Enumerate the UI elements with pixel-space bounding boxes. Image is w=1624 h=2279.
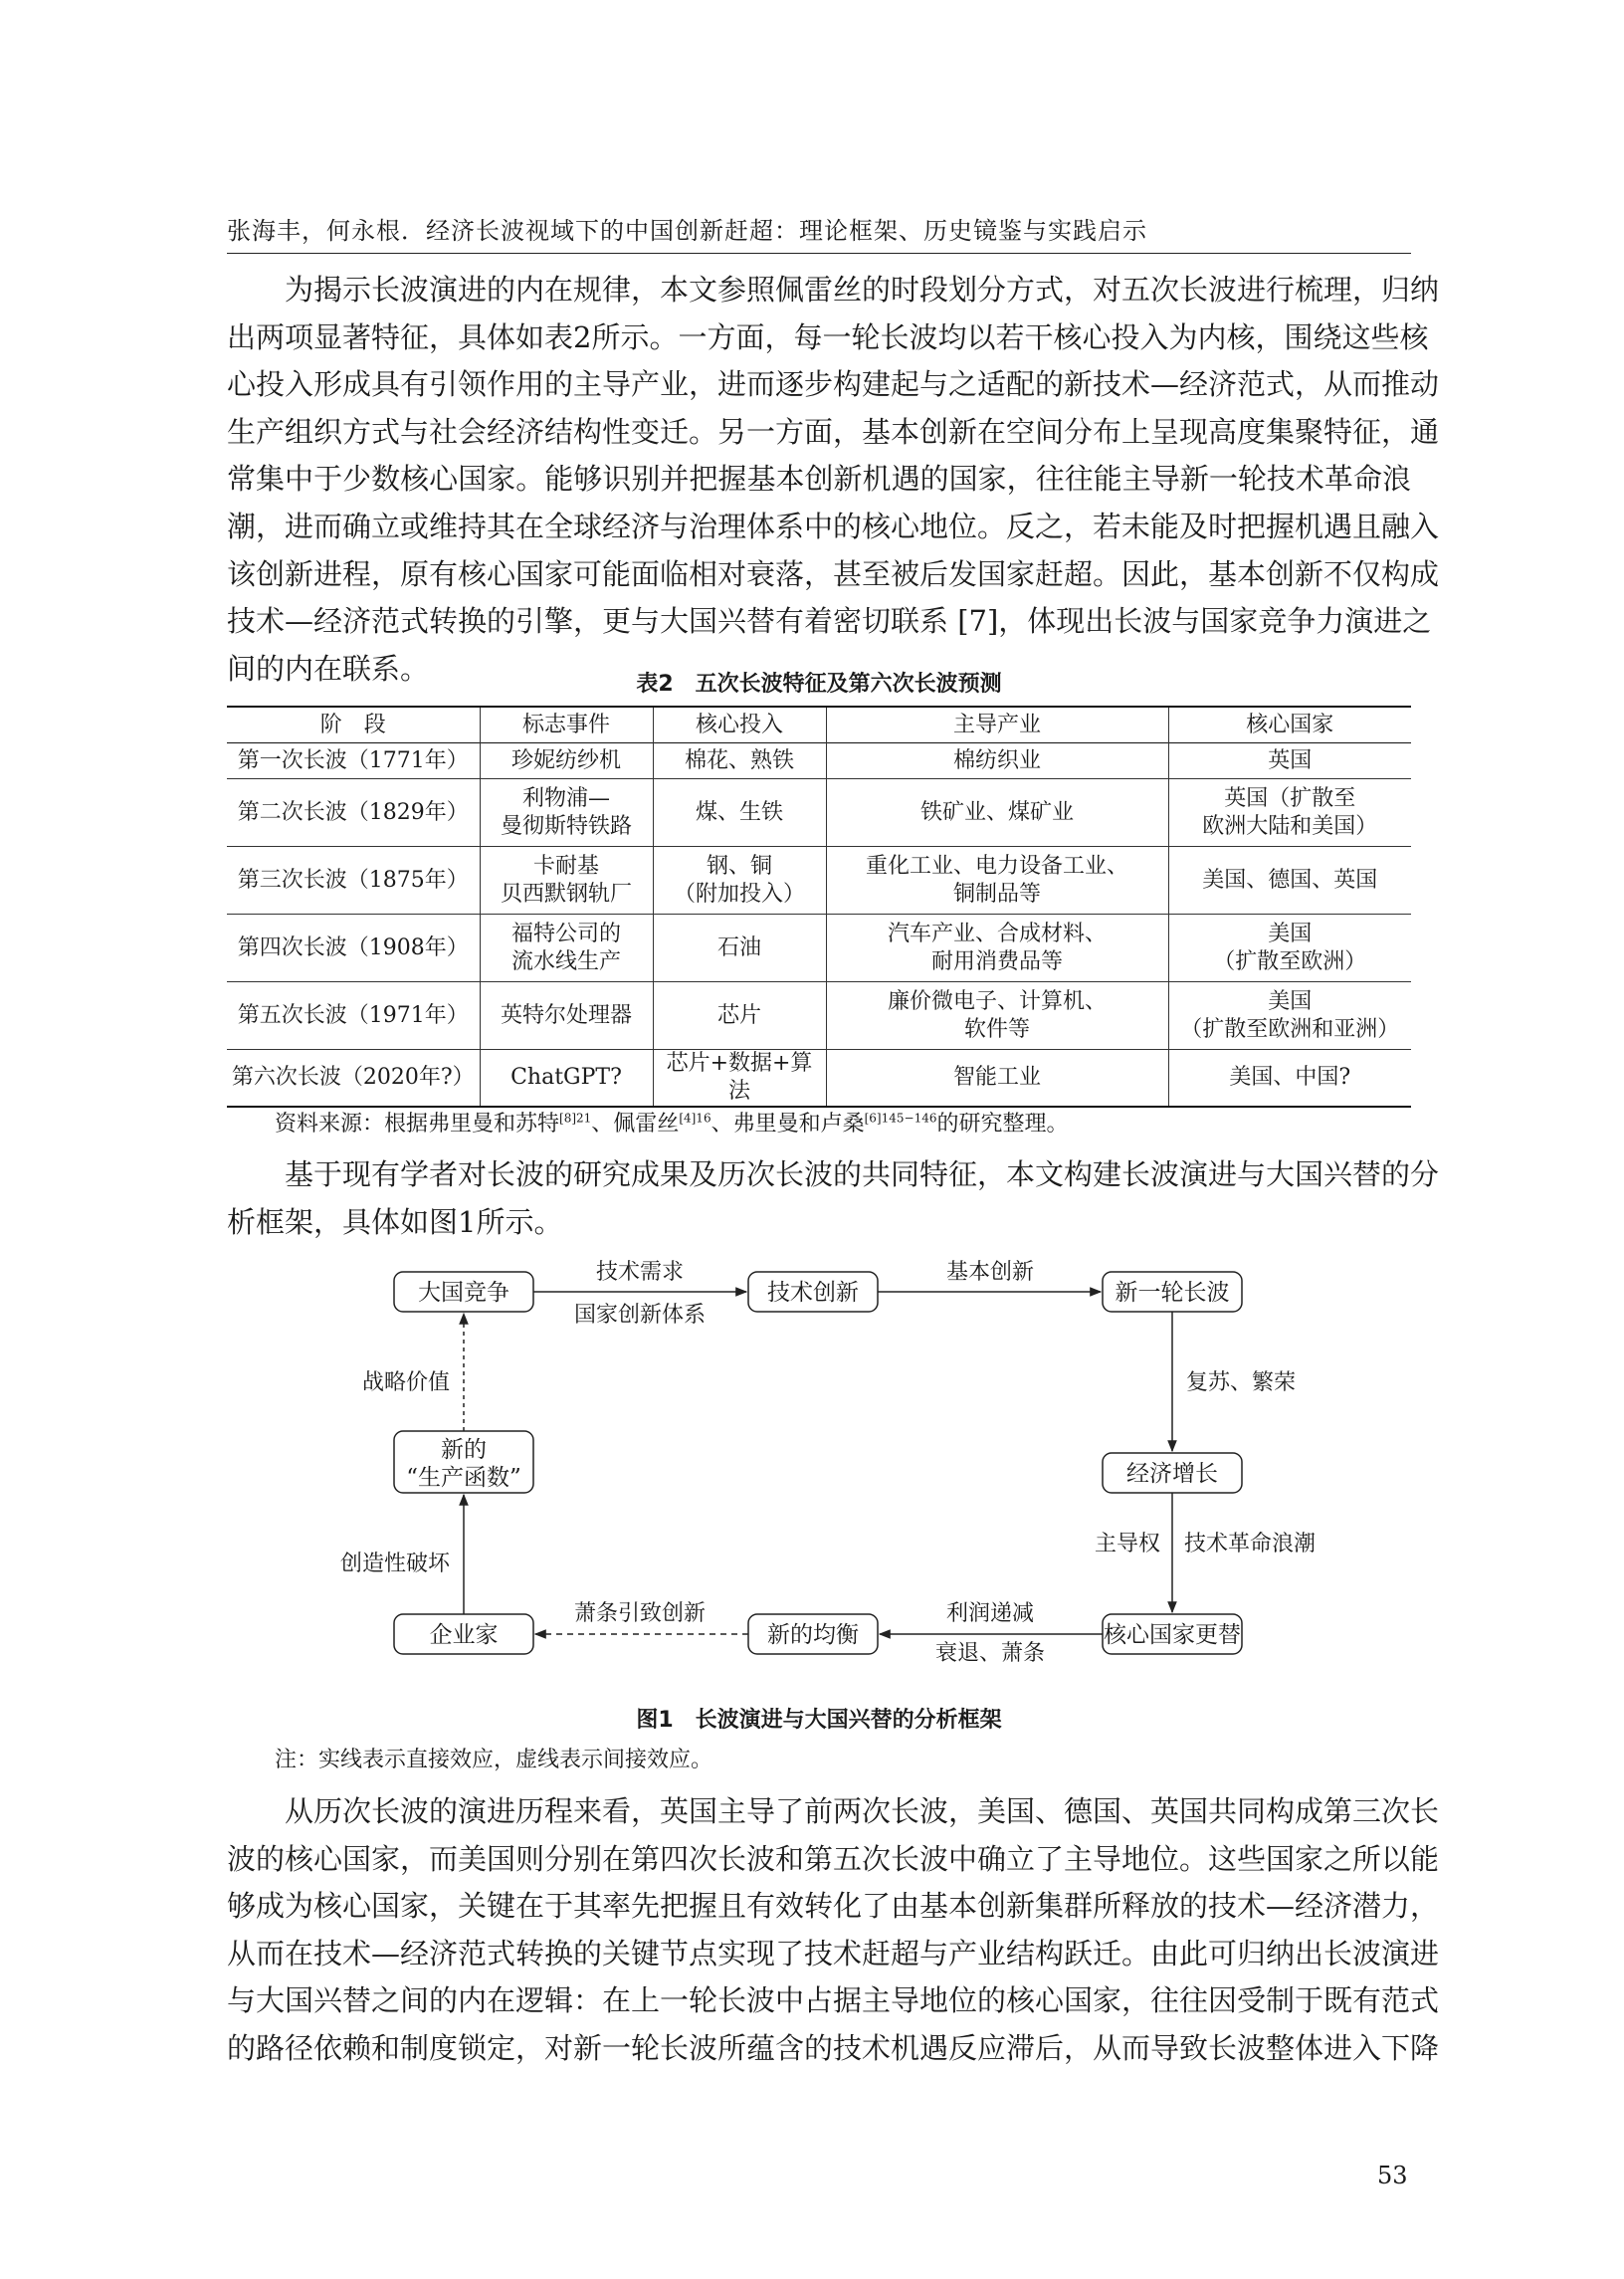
table-cell: 煤、生铁 xyxy=(653,779,826,847)
table-cell: 铁矿业、煤矿业 xyxy=(826,779,1168,847)
table-header-cell: 标志事件 xyxy=(480,707,653,743)
node-new-production-function: “生产函数” xyxy=(406,1465,521,1491)
paragraph-line: 从历次长波的演进历程来看，英国主导了前两次长波，美国、德国、英国共同构成第三次长 xyxy=(285,1794,1440,1828)
paragraph-line: 与大国兴替之间的内在逻辑：在上一轮长波中占据主导地位的核心国家，往往因受制于既有范式 xyxy=(227,1983,1440,2018)
edge-label: 主导权 xyxy=(1094,1532,1160,1556)
table-header-row xyxy=(227,707,1411,743)
table-cell: 利物浦— 曼彻斯特铁路 xyxy=(480,779,653,847)
table-cell: 福特公司的 流水线生产 xyxy=(480,915,653,982)
node-new-long-wave: 新一轮长波 xyxy=(1115,1280,1230,1306)
page-number: 53 xyxy=(1377,2162,1408,2189)
edge-label: 复苏、繁荣 xyxy=(1186,1370,1297,1395)
node-tech-innovation: 技术创新 xyxy=(767,1280,859,1306)
node-economic-growth: 经济增长 xyxy=(1126,1461,1218,1487)
table-cell: 芯片 xyxy=(653,982,826,1050)
table-cell: 汽车产业、合成材料、 耐用消费品等 xyxy=(826,915,1168,982)
table-cell: 第一次长波（1771年） xyxy=(237,747,469,773)
table-cell: 美国 （扩散至欧洲和亚洲） xyxy=(1168,982,1411,1050)
table-row xyxy=(227,982,1411,1050)
source-text: 、佩雷丝 xyxy=(591,1112,680,1137)
table-row xyxy=(227,915,1411,982)
source-ref: [8]21 xyxy=(559,1111,592,1126)
paragraph-line: 间的内在联系。 xyxy=(227,651,430,686)
paragraph-2 xyxy=(227,1151,1440,1246)
paragraph-line: 技术—经济范式转换的引擎，更与大国兴替有着密切联系 [7]，体现出长波与国家竞争力演进之 xyxy=(227,604,1432,639)
edge-label: 基本创新 xyxy=(945,1260,1035,1285)
figure-caption: 图1 长波演进与大国兴替的分析框架 xyxy=(636,1708,1002,1733)
header-rule xyxy=(227,253,1411,254)
long-wave-table xyxy=(227,706,1411,1108)
table-cell: 第六次长波（2020年?） xyxy=(231,1065,475,1090)
node-entrepreneur: 企业家 xyxy=(429,1622,499,1648)
figure-note: 注：实线表示直接效应，虚线表示间接效应。 xyxy=(275,1748,713,1772)
paragraph-line: 析框架，具体如图1所示。 xyxy=(227,1204,563,1239)
node-core-country-change: 核心国家更替 xyxy=(1104,1622,1241,1648)
paragraph-line: 为揭示长波演进的内在规律，本文参照佩雷丝的时段划分方式，对五次长波进行梳理，归纳 xyxy=(285,273,1440,307)
framework-figure xyxy=(328,1249,1317,1687)
table-cell: 美国、中国? xyxy=(1168,1050,1411,1108)
table-row xyxy=(227,847,1411,915)
edge-label: 国家创新体系 xyxy=(573,1303,707,1328)
table-header-cell: 主导产业 xyxy=(826,707,1168,743)
table-cell: 珍妮纺纱机 xyxy=(480,743,653,779)
source-ref: [6]145−146 xyxy=(864,1111,937,1126)
edge-label: 技术革命浪潮 xyxy=(1184,1532,1317,1556)
table-cell: 美国、德国、英国 xyxy=(1168,847,1411,915)
paragraph-line: 从而在技术—经济范式转换的关键节点实现了技术赶超与产业结构跃迁。由此可归纳出长波演进 xyxy=(227,1936,1440,1970)
edge-label: 技术需求 xyxy=(595,1260,685,1285)
table-row xyxy=(227,1050,1411,1108)
table-cell: 美国 （扩散至欧洲） xyxy=(1168,915,1411,982)
node-power-competition: 大国竞争 xyxy=(418,1280,509,1306)
node-new-equilibrium: 新的均衡 xyxy=(767,1622,859,1648)
edge-label: 创造性破坏 xyxy=(339,1552,450,1576)
paragraph-line: 出两项显著特征，具体如表2所示。一方面，每一轮长波均以若干核心投入为内核，围绕这些核 xyxy=(227,319,1429,354)
table-row xyxy=(227,779,1411,847)
table-cell: 卡耐基 贝西默钢轨厂 xyxy=(480,847,653,915)
paragraph-line: 生产组织方式与社会经济结构性变迁。另一方面，基本创新在空间分布上呈现高度集聚特征，通 xyxy=(227,414,1440,449)
table-caption: 表2 五次长波特征及第六次长波预测 xyxy=(636,672,1002,697)
table-cell: 第五次长波（1971年） xyxy=(237,1002,469,1028)
framework-diagram xyxy=(328,1249,1317,1687)
paragraph-line: 心投入形成具有引领作用的主导产业，进而逐步构建起与之适配的新技术—经济范式，从而推动 xyxy=(227,367,1440,402)
paragraph-line: 该创新进程，原有核心国家可能面临相对衰落，甚至被后发国家赶超。因此，基本创新不仅构成 xyxy=(227,556,1440,591)
table-cell: 芯片+数据+算法 xyxy=(653,1050,826,1108)
table-cell: 英特尔处理器 xyxy=(480,982,653,1050)
table-cell: 廉价微电子、计算机、 软件等 xyxy=(826,982,1168,1050)
source-ref: [4]16 xyxy=(679,1111,711,1126)
source-text: 、弗里曼和卢桑 xyxy=(710,1112,865,1137)
edge-label: 衰退、萧条 xyxy=(934,1641,1046,1666)
table-cell: 石油 xyxy=(653,915,826,982)
node-new-production-function: 新的 xyxy=(441,1437,487,1463)
table-cell: 第四次长波（1908年） xyxy=(237,934,469,960)
edge-label: 萧条引致创新 xyxy=(573,1601,707,1626)
edge-label: 利润递减 xyxy=(945,1601,1035,1626)
table-cell: 英国（扩散至 欧洲大陆和美国） xyxy=(1168,779,1411,847)
table-cell: 第三次长波（1875年） xyxy=(237,867,469,893)
source-prefix: 资料来源：根据弗里曼和苏特 xyxy=(275,1112,560,1137)
table-cell: 第二次长波（1829年） xyxy=(237,799,469,825)
paragraph-line: 波的核心国家，而美国则分别在第四次长波和第五次长波中确立了主导地位。这些国家之所以能 xyxy=(227,1841,1440,1876)
source-suffix: 的研究整理。 xyxy=(936,1112,1069,1137)
edge-label: 战略价值 xyxy=(361,1370,450,1395)
paragraph-1 xyxy=(227,267,1440,693)
paragraph-line: 够成为核心国家，关键在于其率先把握且有效转化了由基本创新集群所释放的技术—经济潜力， xyxy=(227,1889,1440,1924)
table-source-note xyxy=(275,1107,1069,1138)
paragraph-line: 的路径依赖和制度锁定，对新一轮长波所蕴含的技术机遇反应滞后，从而导致长波整体进入下降 xyxy=(227,2030,1440,2065)
table-header-cell: 阶 段 xyxy=(319,712,386,737)
table-cell: 棉花、熟铁 xyxy=(653,743,826,779)
running-header: 张海丰，何永根．经济长波视域下的中国创新赶超：理论框架、历史镜鉴与实践启示 xyxy=(227,217,1147,245)
paragraph-line: 潮，进而确立或维持其在全球经济与治理体系中的核心地位。反之，若未能及时把握机遇且融入 xyxy=(227,509,1440,543)
table-cell: 英国 xyxy=(1168,743,1411,779)
paragraph-line: 基于现有学者对长波的研究成果及历次长波的共同特征，本文构建长波演进与大国兴替的分 xyxy=(285,1157,1440,1191)
paragraph-3 xyxy=(227,1788,1440,2073)
table-cell: ChatGPT? xyxy=(480,1050,653,1108)
table-cell: 棉纺织业 xyxy=(826,743,1168,779)
table-header-cell: 核心国家 xyxy=(1168,707,1411,743)
table-row xyxy=(227,743,1411,779)
table-cell: 重化工业、电力设备工业、 铜制品等 xyxy=(826,847,1168,915)
table-cell: 智能工业 xyxy=(826,1050,1168,1108)
paragraph-line: 常集中于少数核心国家。能够识别并把握基本创新机遇的国家，往往能主导新一轮技术革命浪 xyxy=(227,462,1411,497)
table-cell: 钢、铜 （附加投入） xyxy=(653,847,826,915)
table-header-cell: 核心投入 xyxy=(653,707,826,743)
